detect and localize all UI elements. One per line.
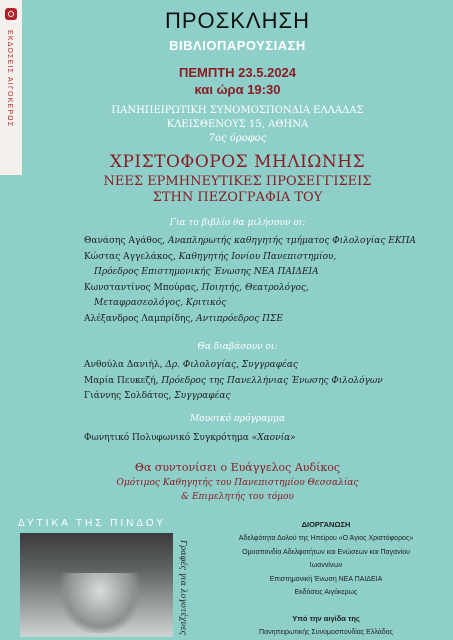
event-time: και ώρα 19:30	[194, 82, 281, 97]
reader-row	[84, 358, 383, 374]
speaker-role: Αντιπρόεδρος ΠΣΕ	[196, 313, 283, 324]
reader-row	[84, 374, 383, 390]
cover-subtitle: Γραφές για λογοτέχνες	[179, 540, 188, 636]
reader-role: Συγγραφέας	[174, 391, 231, 401]
invitation-title: ΠΡΟΣΚΛΗΣΗ	[164, 8, 311, 33]
reader-name: Γιάννης Σολδάτος,	[84, 391, 175, 401]
speakers-heading: Για το βιβλίο θα μιλήσουν οι:	[169, 218, 306, 228]
music-ensemble	[84, 431, 296, 447]
organizers-heading: ΔΙΟΡΓΑΝΩΣΗ	[301, 520, 351, 529]
cover-title: ΔΥΤΙΚΑ ΤΗΣ ΠΙΝΔΟΥ	[18, 518, 166, 529]
speaker-role: Μεταφρασεολόγος, Κριτικός	[94, 298, 227, 308]
readers-list	[84, 358, 383, 405]
book-title-line1: ΝΕΕΣ ΕΡΜΗΝΕΥΤΙΚΕΣ ΠΡΟΣΕΓΓΙΣΕΙΣ	[103, 174, 372, 189]
ensemble-title: «Χαονία»	[251, 433, 296, 443]
speaker-row	[84, 312, 416, 328]
publisher-name: ΕΚΔΟΣΕΙΣ ΑΙΓΟΚΕΡΩΣ	[6, 30, 13, 128]
reader-name: Ανθούλα Δανιήλ,	[84, 360, 166, 370]
event-type: ΒΙΒΛΙΟΠΑΡΟΥΣΙΑΣΗ	[169, 38, 306, 53]
book-title-line2: ΣΤΗΝ ΠΕΖΟΓΡΑΦΙΑ ΤΟΥ	[152, 190, 323, 205]
speaker-role: Πρόεδρος Επιστημονικής Ένωσης ΝΕΑ ΠΑΙΔΕΙΑ	[94, 267, 319, 277]
book-author: ΧΡΙΣΤΟΦΟΡΟΣ ΜΗΛΙΩΝΗΣ	[109, 152, 366, 172]
speaker-role: Ποιητής, Θεατρολόγος,	[201, 282, 309, 293]
organizer-item: Εκδόσεις Αιγόκερως	[294, 589, 358, 596]
publisher-logo-icon	[5, 8, 17, 20]
event-date: ΠΕΜΠΤΗ 23.5.2024	[178, 65, 297, 80]
organizer-item: Ομοσπονδία Αδελφοτήτων και Ενώσεων και Παγανίου	[242, 548, 410, 556]
speakers-list	[84, 234, 416, 327]
aegis-heading: Υπό την αιγίδα της	[292, 614, 360, 623]
speaker-row	[84, 281, 416, 297]
coordinator-line: Θα συντονίσει ο Ευάγγελος Αυδίκος	[134, 461, 341, 474]
music-heading: Μουσικό πρόγραμμα	[189, 414, 286, 424]
venue-address: ΚΛΕΙΣΘΕΝΟΥΣ 15, ΑΘΗΝΑ	[166, 119, 309, 130]
reader-row	[84, 389, 383, 405]
venue-floor: 7ος όροφος	[208, 133, 267, 144]
readers-heading: Θα διαβάσουν οι:	[197, 342, 278, 352]
speaker-role: Αναπληρωτής καθηγητής τμήματος Φιλολογίας ΕΚΠΑ	[168, 236, 416, 246]
cover-photo	[20, 533, 173, 637]
reader-name: Μαρία Πευκεζή,	[84, 375, 162, 386]
coordinator-role: Ομότιμος Καθηγητής του Πανεπιστημίου Θεσσαλίας	[116, 478, 359, 488]
speaker-row	[84, 250, 416, 266]
publisher-strip	[0, 0, 22, 175]
speaker-row	[84, 265, 416, 281]
reader-role: Δρ. Φιλολογίας, Συγγραφέας	[165, 360, 298, 370]
organizer-item: Ιωαννίνων	[309, 562, 343, 569]
organizer-item: Αδελφότητα Δολού της Ηπείρου «Ο Άγιος Χριστόφορος»	[238, 535, 414, 542]
venue-name: ΠΑΝΗΠΕΙΡΩΤΙΚΗ ΣΥΝΟΜΟΣΠΟΝΔΙΑ ΕΛΛΑΔΑΣ	[111, 105, 364, 116]
speaker-name: Αλέξανδρος Λαμπρίδης,	[84, 313, 197, 324]
reader-role: Πρόεδρος της Πανελλήνιας Ένωσης Φιλολόγων	[161, 375, 383, 386]
ensemble-name: Φωνητικό Πολυφωνικό Συγκρότημα	[84, 433, 252, 443]
speaker-row	[84, 234, 416, 250]
aegis-text: Πανηπειρωτικής Συνομοσπονδίας Ελλάδος	[259, 629, 393, 636]
organizers-list	[214, 532, 438, 600]
speaker-name: Κώστας Αγγελάκος,	[84, 251, 179, 262]
speaker-role: Καθηγητής Ιονίου Πανεπιστημίου,	[178, 251, 337, 262]
speaker-name: Θανάσης Αγάθος,	[84, 236, 168, 246]
speaker-name: Κωνσταντίνος Μπούρας,	[84, 282, 202, 293]
organizer-item: Επιστημονική Ένωση ΝΕΑ ΠΑΙΔΕΙΑ	[269, 575, 383, 583]
coordinator-role-editor: & Επιμελητής του τόμου	[181, 492, 294, 502]
speaker-row	[84, 296, 416, 312]
